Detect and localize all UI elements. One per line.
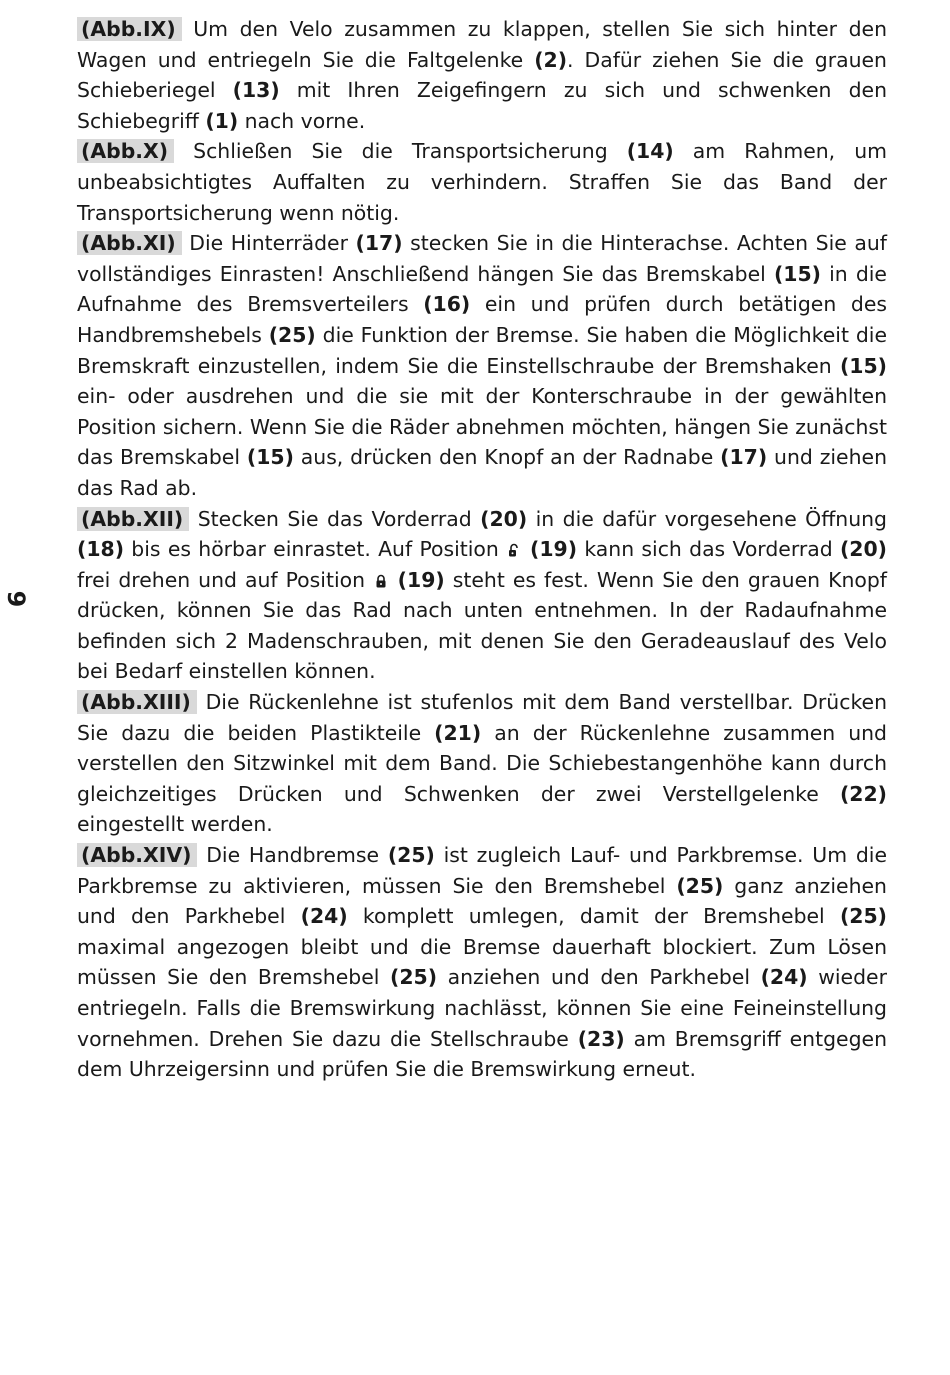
instruction-text: komplett umlegen, damit der Bremshebel (347, 904, 840, 929)
figure-reference-tag: (Abb.XI) (77, 231, 182, 255)
instruction-text: kann sich das Vorderrad (577, 537, 840, 562)
part-number: (13) (232, 78, 280, 103)
part-number: (25) (387, 843, 435, 868)
part-number: (17) (720, 445, 768, 470)
instruction-text: in die dafür vorgesehene Öffnung (527, 506, 887, 531)
part-number: (25) (390, 965, 438, 990)
instruction-text: bis es hörbar einrastet. Auf Position (124, 537, 507, 562)
instruction-text: am Bremsgriff entgegen dem Uhrzeigersinn und prüfen Sie die Bremswirkung erneut. (77, 1026, 887, 1082)
part-number: (20) (839, 537, 887, 562)
instruction-text: Um den Velo zusammen zu klappen, stellen Sie sich hinter den Wagen und entriegeln Sie die Faltgelenke (77, 17, 887, 72)
part-number: (21) (434, 720, 482, 745)
instruction-text: nach vorne. (238, 108, 366, 133)
part-number: (14) (626, 139, 674, 164)
instruction-text: Schließen Sie die Transportsicherung (174, 139, 627, 164)
instruction-paragraph (77, 840, 887, 1085)
instruction-text: ein- oder ausdrehen und die sie mit der Konterschraube in der gewählten Position sichern. Wenn Sie die Räder abnehmen möchten, hängen Sie zunächst das Bremskabel (77, 384, 887, 470)
unlock-icon (508, 535, 520, 549)
instruction-paragraph (77, 14, 887, 136)
figure-reference-tag: (Abb.XIII) (77, 690, 197, 714)
part-number: (19) (522, 537, 578, 562)
instruction-text: in die Aufnahme des Bremsverteilers (77, 261, 887, 317)
instruction-text: ganz anziehen und den Parkhebel (77, 873, 887, 929)
instruction-text: frei drehen und auf Position (77, 567, 374, 592)
instruction-text: steht es fest. Wenn Sie den grauen Knopf drücken, können Sie das Rad nach unten entnehmen. In der Radaufnahme befinden sich 2 Madenschrauben, mit denen Sie den Geradeauslauf des Velo bei Bedarf einstellen können. (77, 567, 887, 684)
page-number: 9 (2, 590, 30, 608)
part-number: (16) (423, 292, 471, 317)
part-number: (25) (676, 873, 724, 898)
part-number: (25) (839, 904, 887, 929)
part-number: (2) (534, 47, 568, 72)
part-number: (15) (839, 353, 887, 378)
instruction-paragraph (77, 504, 887, 688)
part-number: (24) (760, 965, 808, 990)
instruction-text: aus, drücken den Knopf an der Radnabe (293, 445, 721, 470)
instruction-text: die Funktion der Bremse. Sie haben die Möglichkeit die Bremskraft einzustellen, indem Sie die Einstellschraube der Bremshaken (77, 322, 887, 378)
figure-reference-tag: (Abb.XII) (77, 507, 189, 531)
part-number: (18) (77, 537, 125, 562)
instruction-paragraph (77, 687, 887, 840)
part-number: (25) (268, 322, 316, 347)
instruction-text: am Rahmen, um unbeabsichtigtes Auffalten zu verhindern. Straffen Sie das Band der Transportsicherung wenn nötig. (77, 139, 887, 225)
instruction-text: Die Rückenlehne ist stufenlos mit dem Band verstellbar. Drücken Sie dazu die beiden Plastikteile (77, 690, 887, 745)
part-number: (24) (300, 904, 348, 929)
part-number: (22) (839, 781, 887, 806)
part-number: (15) (246, 445, 294, 470)
instruction-text: an der Rückenlehne zusammen und verstellen den Sitzwinkel mit dem Band. Die Schiebestangenhöhe kann durch gleichzeitiges Drücken und Schwenken der zwei Verstellgelenke (77, 720, 888, 806)
lock-icon (375, 566, 387, 580)
instruction-text: maximal angezogen bleibt und die Bremse dauerhaft blockiert. Zum Lösen müssen Sie den Bremshebel (77, 934, 887, 990)
figure-reference-tag: (Abb.IX) (77, 17, 182, 41)
instructions-body (77, 14, 887, 1085)
instruction-paragraph (77, 228, 887, 503)
instruction-text: und ziehen das Rad ab. (77, 445, 887, 500)
instruction-text: ist zugleich Lauf- und Parkbremse. Um die Parkbremse zu aktivieren, müssen Sie den Bremshebel (77, 843, 887, 898)
instruction-text: wieder entriegeln. Falls die Bremswirkung nachlässt, können Sie eine Feineinstellung vornehmen. Drehen Sie dazu die Stellschraube (77, 965, 887, 1051)
part-number: (1) (205, 108, 239, 133)
instruction-text: . Dafür ziehen Sie die grauen Schieberiegel (77, 47, 887, 103)
instruction-text: anziehen und den Parkhebel (437, 965, 761, 990)
figure-reference-tag: (Abb.X) (77, 139, 174, 163)
part-number: (15) (773, 261, 821, 286)
part-number: (23) (577, 1026, 625, 1051)
instruction-text: mit Ihren Zeigefingern zu sich und schwenken den Schiebegriff (77, 78, 887, 133)
instruction-text: ein und prüfen durch betätigen des Handbremshebels (77, 292, 888, 347)
instruction-text: Die Handbremse (197, 843, 388, 868)
part-number: (17) (355, 231, 403, 256)
instruction-text: Die Hinterräder (181, 231, 356, 256)
figure-reference-tag: (Abb.XIV) (77, 843, 197, 867)
instruction-text: stecken Sie in die Hinterachse. Achten Sie auf vollständiges Einrasten! Anschließend hängen Sie das Bremskabel (77, 231, 887, 286)
part-number: (19) (389, 567, 445, 592)
instruction-text: Stecken Sie das Vorderrad (189, 506, 481, 531)
instruction-paragraph (77, 136, 887, 228)
instruction-text: eingestellt werden. (77, 812, 273, 837)
part-number: (20) (480, 506, 528, 531)
